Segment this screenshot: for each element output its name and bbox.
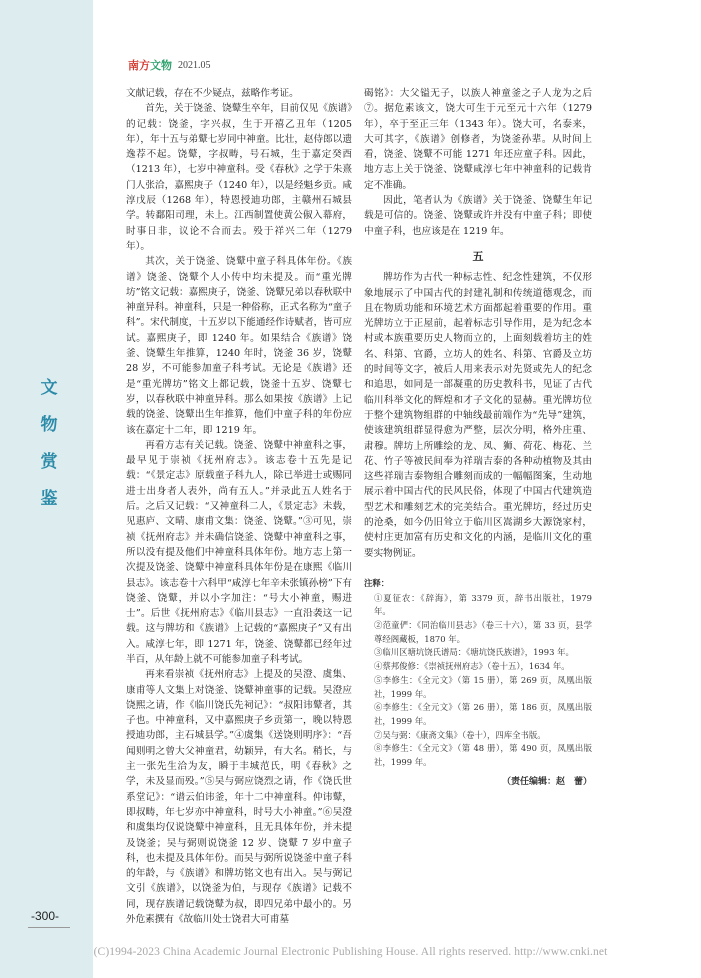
notes-section	[364, 577, 592, 790]
left-column	[126, 86, 352, 927]
note-item: ⑧李修生：《全元文》（第 48 册），第 490 页，凤凰出版社，1999 年。	[374, 743, 592, 768]
copyright-footer: (C)1994-2023 China Academic Journal Electronic Publishing House. All rights reserved. http://www.cnki.net	[93, 946, 608, 958]
journal-header	[128, 55, 211, 75]
right-column	[364, 86, 592, 789]
note-item: ⑦吴与弼：《康斋文集》（卷十），四库全书版。	[374, 729, 546, 740]
journal-logo: 南方文物	[128, 59, 172, 72]
note-item: ③临川区塘坑饶氏谱局：《塘坑饶氏族谱》，1993 年。	[374, 647, 574, 658]
notes-title: 注释：	[364, 577, 390, 588]
section-heading: 五	[472, 249, 484, 263]
note-item: ④蔡邦俊修：《崇祯抚州府志》（卷十五），1634 年。	[374, 661, 570, 672]
page-number: -300-	[31, 909, 60, 923]
issue-number: 2021.05	[178, 59, 211, 71]
column-title-char: 物	[40, 415, 58, 435]
paragraph: 其次，关于饶釜、饶鼙中童子科具体年份。《族谱》饶釜、饶鼙个人小传中均未提及。而“重光牌坊”铭文记载：嘉熙庚子，饶釜、饶鼙兄弟以春秋联中神童异科。神童科，只是一种俗称，正式名称为“童子科”。宋代制度，十五岁以下能通经作诗赋者，皆可应试。嘉熙庚子，即 1240 年。如果结合《族谱》饶釜、饶鼙生年推算，1240 年时，饶釜 36 岁，饶鼙 28 岁，不可能参加童子科考试。无论是《族谱》还是“重光牌坊”铭文上都记载，饶釜十五岁、饶鼙七岁，以春秋联中神童异科。那么如果按《族谱》上记载的饶釜、饶鼙出生年推算，他们中童子科的年份应该在嘉定十二年，即 1219 年。	[126, 256, 352, 436]
paragraph: 碣铭》：大父镒无子，以族人神童釜之子人龙为之后⑦。据危素该文，饶大可生于元至元十六年（1279 年），卒于至正三年（1343 年）。饶大可，名泰来，大可其字，《族谱》创修者，为饶釜孙辈。从时间上看，饶釜、饶鼙不可能 1271 年还应童子科。因此，地方志上关于饶釜、饶鼙咸淳七年中神童科的记载肯定不准确。	[364, 88, 592, 191]
paragraph: 文献记载，存在不少疑点，兹略作考证。	[126, 88, 299, 99]
column-title-char: 文	[40, 378, 58, 398]
note-item: ⑤李修生：《全元文》（第 15 册），第 269 页，凤凰出版社，1999 年。	[374, 674, 592, 699]
paragraph: 因此，笔者认为《族谱》关于饶釜、饶鼙生年记载是可信的。饶釜、饶鼙或许并没有中童子科；即使中童子科，也应该是在 1219 年。	[364, 195, 592, 237]
section-column-title	[34, 370, 64, 518]
paragraph: 再看方志有关记载。饶釜、饶鼙中神童科之事，最早见于崇祯《抚州府志》。该志卷十五先是记载：“《景定志》原载童子科九人，除已举进士或赐同进士出身者人表外，尚有五人。”并录此五人姓名于后。之后又记载：“又神童科二人，《景定志》未载，见惠庐、文晴、康甫文集：饶釜、饶鼙。”③可见，崇祯《抚州府志》并未确信饶釜、饶鼙中神童科之事，所以没有提及他们中神童科具体年份。地方志上第一次提及饶釜、饶鼙中神童科具体年份是在康熙《临川县志》。该志卷十六科甲“咸淳七年辛未张镇孙榜”下有饶釜、饶鼙，并以小字加注：“号大小神童，赐进士”。后世《抚州府志》《临川县志》一直沿袭这一记载。这与牌坊和《族谱》上记载的“嘉熙庚子”又有出入。咸淳七年，即 1271 年，饶釜、饶鼙都已经年过半百，从年龄上就不可能参加童子科考试。	[126, 439, 352, 665]
column-title-char: 鉴	[40, 489, 58, 509]
note-item: ①夏征农：《辞海》，第 3379 页，辞书出版社，1979 年。	[374, 592, 592, 617]
sidebar-divider	[93, 0, 98, 978]
page-number-rule	[28, 927, 70, 928]
note-item: ②范童俨：《同治临川县志》（卷三十六），第 33 页，县学尊经阁藏板，1870 年。	[374, 620, 592, 644]
responsible-editor: （责任编辑：赵 蕾）	[501, 776, 592, 787]
note-item: ⑥李修生：《全元文》（第 26 册），第 186 页，凤凰出版社，1999 年。	[374, 702, 592, 726]
paragraph: 再来看崇祯《抚州府志》上提及的吴澄、虞集、康甫等人文集上对饶釜、饶鼙神童事的记载。吴澄应饶熙之请，作《临川饶氏先祠记》：“叔阳讳鼙者，其子也。中神童科，又中嘉熙庚子乡贡第一，晚以特恩授迪功郎，主石城县学。”④虞集《送饶则明序》：“吾闻则明之曾大父神童君，幼颖异，有大名。稍长，与主一张先生洽为友，瞬于丰城范氏，明《春秋》之学，未及显而殁。”⑤吴与弼应饶烈之请，作《饶氏世系堂记》：“谱云伯讳釜，年十二中神童科。仲讳鼙，即叔畴，年七岁亦中神童科，时号大小神童。”⑥吴澄和虞集均仅说饶鼙中神童科，且无具体年份，并未提及饶釜；吴与弼则说饶釜 12 岁、饶鼙 7 岁中童子科，也未提及具体年份。而吴与弼所说饶釜中童子科的年龄，与《族谱》和牌坊铭文也有出入。吴与弼记文引《族谱》，以饶釜为伯，与现存《族谱》记载不同，现存族谱记载饶鼙为叔，即四兄弟中最小的。另外危素撰有《故临川处士饶君大可甫墓	[126, 669, 352, 926]
paragraph: 首先，关于饶釜、饶鼙生卒年，目前仅见《族谱》的记载：饶釜，字兴叔，生于开禧乙丑年（1205 年），年十五与弟鼙七岁同中神童。比壮，赵侍郎以遗逸荐不起。饶鼙，字叔畴，号石城，生于嘉定癸酉（1213 年），七岁中神童科。受《春秋》之学于朱熹门人张洽，嘉熙庚子（1240 年），以是经魁乡贡。咸淳戊辰（1268 年），特恩授迪功郎，主赣州石城县学。转鄱阳司理，未上。江西制置使黄公俶入幕府，时事日非，议论不合而去。殁于祥兴二年（1279 年）。	[126, 103, 352, 252]
column-title-char: 赏	[40, 452, 58, 472]
paragraph: 牌坊作为古代一种标志性、纪念性建筑，不仅形象地展示了中国古代的封建礼制和传统道德观念，而且在物质功能和环境艺术方面都起着重要的作用。重光牌坊立于正屋前，起着标志引导作用，是为纪念本村或本族重要历史人物而立的，上面刻载着坊主的姓名、科第、官爵，立坊人的姓名、科第、官爵及立坊的时间等文字，被后人用来表示对先贤或先人的纪念和追思，如同是一部凝重的历史教科书，见证了古代临川科举文化的辉煌和才子文化的显赫。重光牌坊位于整个建筑物组群的中轴线最前端作为“先导”建筑，使该建筑组群显得愈为严整，层次分明，格外庄重、肃穆。牌坊上所雕绘的龙、凤、狮、荷花、梅花、兰花、竹子等被民间奉为祥瑞吉泰的各种动植物及其由这些祥瑞吉泰物组合雕刻而成的一幅幅图案，生动地展示着中国古代的民风民俗，体现了中国古代建筑造型艺术和雕刻艺术的完美结合。重光牌坊，经过历史的沧桑，如今仍旧耸立于临川区嵩湖乡大源饶家村，使村庄更加富有历史和文化的内涵，是临川文化的重要实物例证。	[364, 272, 592, 559]
